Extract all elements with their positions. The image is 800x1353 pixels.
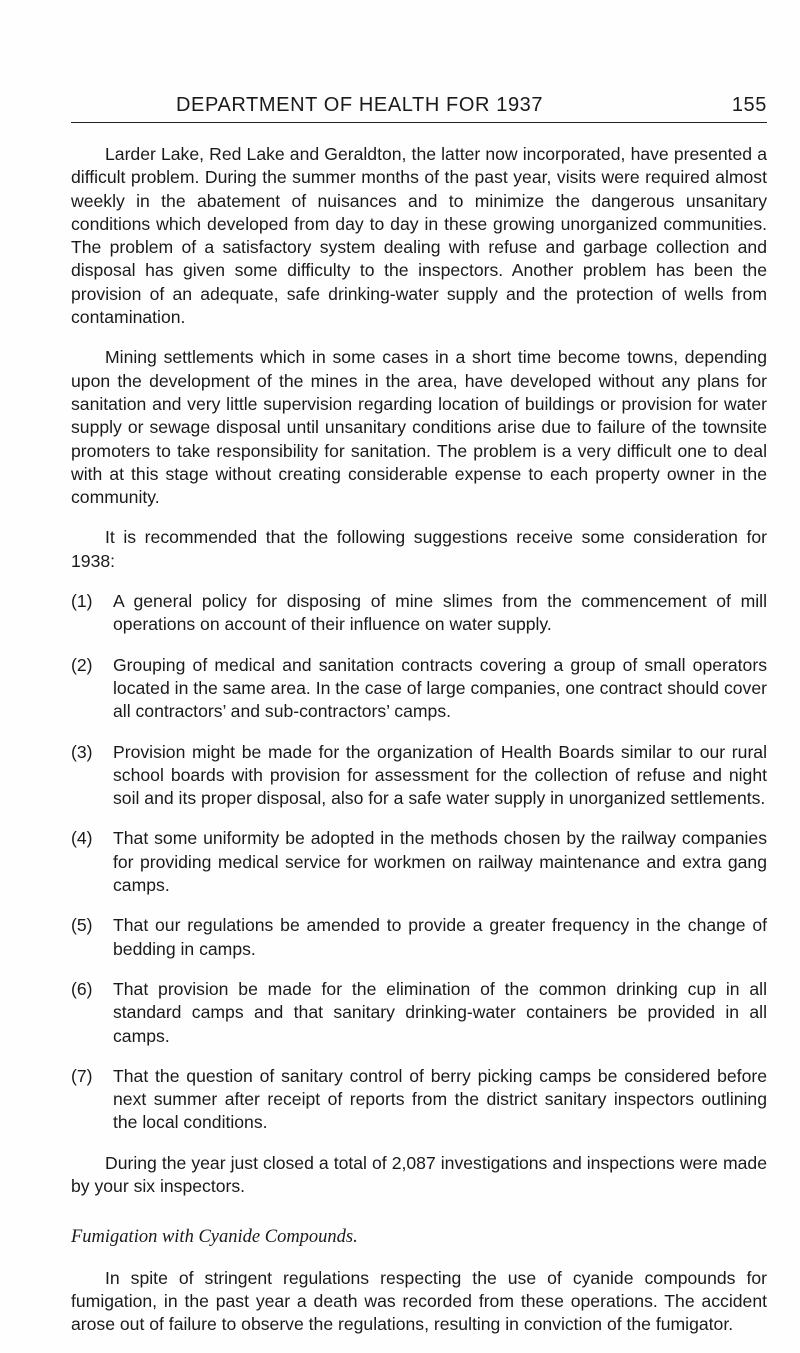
running-title: DEPARTMENT OF HEALTH FOR 1937	[176, 94, 544, 116]
item-number: (1)	[71, 591, 93, 612]
page-header	[71, 88, 767, 123]
paragraph-1: Larder Lake, Red Lake and Geraldton, the latter now incorporated, have presented a difficult problem. During the summer months of the past year, visits were required almost weekly in the abatement of nuisances and to minimize the dangerous unsanitary conditions which developed from day to day in these growing unorganized communities. The problem of a satisfactory system dealing with refuse and garbage collection and disposal has given some difficulty to the inspectors. Another problem has been the provision of an adequate, safe drinking-water supply and the protection of wells from contamination.	[71, 144, 767, 328]
recommendation-item	[71, 741, 767, 811]
item-text: Grouping of medical and sanitation contracts covering a group of small operators located in the same area. In the case of large companies, one contract should cover all contractors’ and sub-contractors’ camps.	[113, 654, 767, 722]
document-body	[71, 143, 767, 1353]
recommendation-item	[71, 978, 767, 1048]
closing-paragraph: During the year just closed a total of 2,087 investigations and inspections were made by your six inspectors.	[71, 1152, 767, 1196]
item-number: (7)	[71, 1065, 93, 1086]
item-number: (4)	[71, 828, 93, 849]
recommendation-item	[71, 654, 767, 724]
item-text: A general policy for disposing of mine slimes from the commencement of mill operations on account of their influence on water supply.	[113, 591, 767, 635]
recommendation-item	[71, 827, 767, 897]
recommendation-item	[71, 914, 767, 961]
recommendation-item	[71, 590, 767, 637]
item-number: (5)	[71, 915, 93, 936]
item-number: (6)	[71, 978, 93, 999]
item-number: (2)	[71, 654, 93, 675]
item-text: Provision might be made for the organization of Health Boards similar to our rural school boards with provision for assessment for the collection of refuse and night soil and its proper disposal, also for a safe water supply in unorganized settlements.	[113, 741, 767, 809]
item-text: That the question of sanitary control of berry picking camps be considered before next summer after receipt of reports from the district sanitary inspectors outlining the local conditions.	[113, 1065, 767, 1133]
paragraph-2: Mining settlements which in some cases in a short time become towns, depending upon the development of the mines in the area, have developed without any plans for sanitation and very little supervision regarding location of buildings or provision for water supply or sewage disposal until unsanitary conditions arise due to failure of the townsite promoters to take responsibility for sanitation. The problem is a very difficult one to deal with at this stage without creating considerable expense to each property owner in the community.	[71, 347, 767, 508]
paragraph-3: It is recommended that the following suggestions receive some consideration for 1938:	[71, 527, 767, 571]
item-text: That some uniformity be adopted in the methods chosen by the railway companies for providing medical service for workmen on railway maintenance and extra gang camps.	[113, 828, 767, 896]
recommendation-item	[71, 1065, 767, 1135]
page-number: 155	[731, 94, 767, 116]
section-paragraph: In spite of stringent regulations respecting the use of cyanide compounds for fumigation, in the past year a death was recorded from these operations. The accident arose out of failure to observe the regulations, resulting in conviction of the fumigator.	[71, 1267, 767, 1335]
item-number: (3)	[71, 741, 93, 762]
item-text: That our regulations be amended to provide a greater frequency in the change of bedding in camps.	[113, 915, 767, 959]
item-text: That provision be made for the elimination of the common drinking cup in all standard camps and that sanitary drinking-water containers be provided in all camps.	[113, 978, 767, 1046]
section-heading: Fumigation with Cyanide Compounds.	[71, 1227, 358, 1248]
